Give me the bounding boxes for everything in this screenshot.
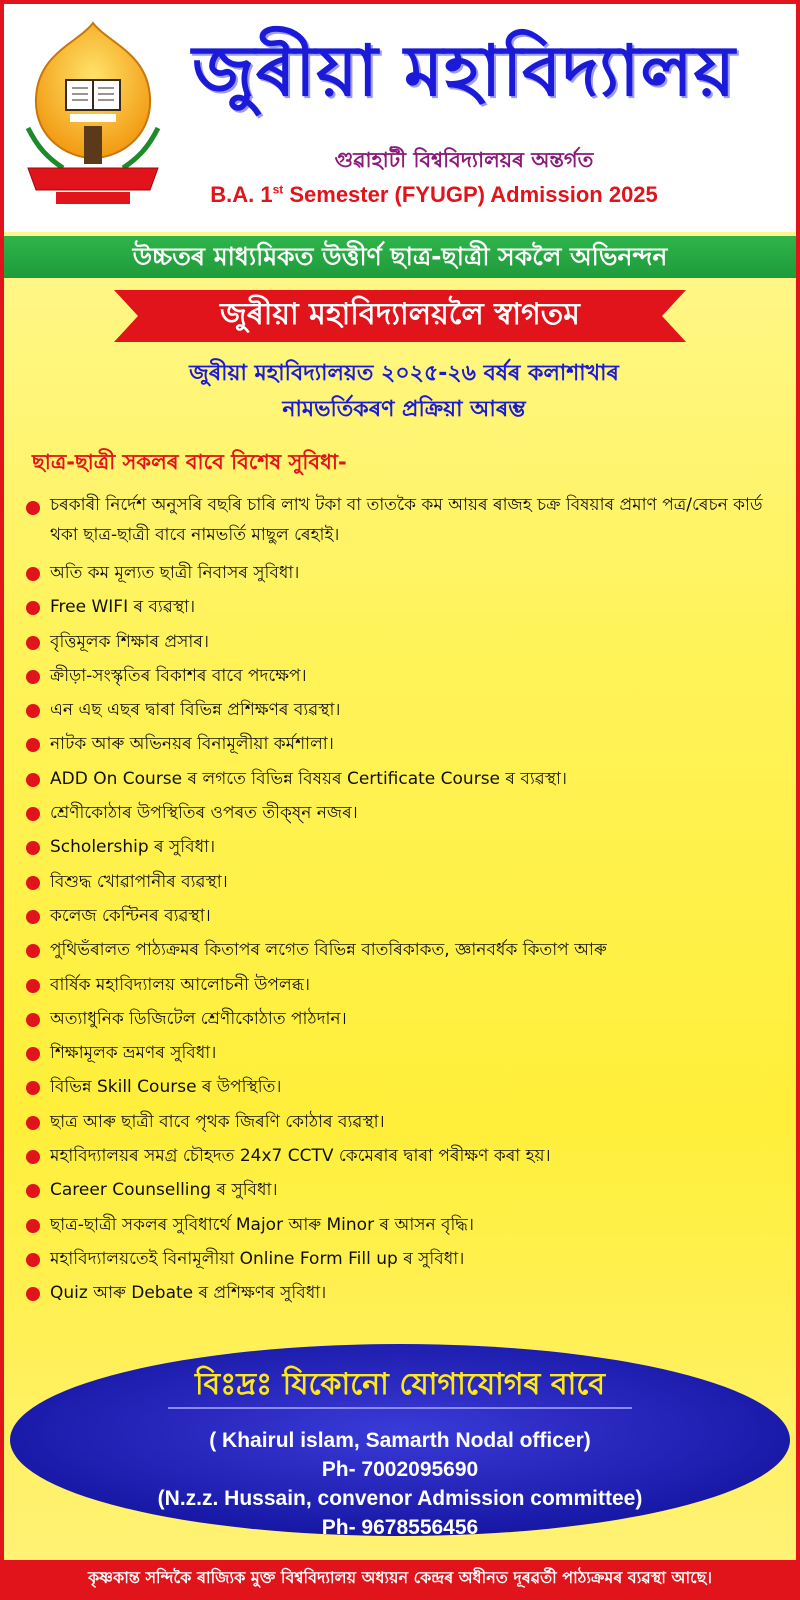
admission-prefix: B.A. 1 xyxy=(210,182,273,207)
contact-phone-2[interactable]: Ph- 9678556456 xyxy=(321,1516,479,1539)
book-emblem-icon xyxy=(18,18,168,208)
bullet-icon xyxy=(26,670,40,684)
bullet-icon xyxy=(26,807,40,821)
bullet-icon xyxy=(26,567,40,581)
list-item-text: মহাবিদ্যালয়ৰ সমগ্ৰ চৌহদত 24x7 CCTV কেমেৰাৰ দ্বাৰা পৰীক্ষণ কৰা হয়। xyxy=(50,1146,551,1167)
list-item-text: অত্যাধুনিক ডিজিটেল শ্ৰেণীকোঠাত পাঠদান। xyxy=(50,1008,347,1029)
bullet-icon xyxy=(26,1116,40,1130)
bullet-icon xyxy=(26,1150,40,1164)
list-item xyxy=(26,1002,786,1036)
list-item xyxy=(26,1036,786,1070)
list-item-text: বিভিন্ন Skill Course ৰ উপস্থিতি। xyxy=(50,1077,282,1098)
bullet-icon xyxy=(26,773,40,787)
list-item-text: কলেজ কেন্টিনৰ ব্যৱস্থা। xyxy=(50,905,211,926)
list-item xyxy=(26,968,786,1002)
contact-person-1: ( Khairul islam, Samarth Nodal officer) xyxy=(209,1429,591,1452)
contact-person-2: (N.z.z. Hussain, convenor Admission committee) xyxy=(157,1487,643,1510)
footer-note: কৃষ্ণকান্ত সন্দিকৈ ৰাজ্যিক মুক্ত বিশ্ববিদ্যালয় অধ্যয়ন কেন্দ্ৰৰ অধীনত দূৰৱৰ্তী পাঠ্যক্ৰমৰ ব্যৱস্থা আছে। xyxy=(4,1560,796,1596)
bullet-icon xyxy=(26,601,40,615)
list-item-text: Quiz আৰু Debate ৰ প্ৰশিক্ষণৰ সুবিধা। xyxy=(50,1283,327,1304)
bullet-icon xyxy=(26,1081,40,1095)
bullet-icon xyxy=(26,1184,40,1198)
bullet-icon xyxy=(26,944,40,958)
list-item-text: মহাবিদ্যালয়তেই বিনামূলীয়া Online Form Fill up ৰ সুবিধা। xyxy=(50,1248,465,1269)
contact-details xyxy=(8,1426,792,1542)
list-item-text: বিশুদ্ধ খোৱাপানীৰ ব্যৱস্থা। xyxy=(50,871,228,892)
list-item-text: শ্ৰেণীকোঠাৰ উপস্থিতিৰ ওপৰত তীক্ষ্ন নজৰ। xyxy=(50,803,358,824)
announcement xyxy=(64,356,744,428)
list-item-text: বৃত্তিমূলক শিক্ষাৰ প্ৰসাৰ। xyxy=(50,631,209,652)
list-item-text: এন এছ এছৰ দ্বাৰা বিভিন্ন প্ৰশিক্ষণৰ ব্যৱস্থা। xyxy=(50,700,341,721)
bullet-icon xyxy=(26,1047,40,1061)
list-item-text: নাটক আৰু অভিনয়ৰ বিনামূলীয়া কৰ্মশালা। xyxy=(50,734,334,755)
list-item xyxy=(26,625,786,659)
welcome-text: জুৰীয়া মহাবিদ্যালয়লৈ স্বাগতম xyxy=(220,297,580,332)
list-item xyxy=(26,762,786,796)
list-item-text: Free WIFI ৰ ব্যৱস্থা। xyxy=(50,597,196,618)
admission-ordinal: st xyxy=(272,182,284,197)
list-item xyxy=(26,727,786,761)
admission-suffix: Semester (FYUGP) Admission 2025 xyxy=(283,182,658,207)
bullet-icon xyxy=(26,1253,40,1267)
bullet-icon xyxy=(26,979,40,993)
list-item xyxy=(26,1139,786,1173)
congrats-band: উচ্চতৰ মাধ্যমিকত উত্তীৰ্ণ ছাত্ৰ-ছাত্ৰী সকলৈ অভিনন্দন xyxy=(4,236,796,278)
list-item-text: পুথিভঁৰালত পাঠ্যক্ৰমৰ কিতাপৰ লগেত বিভিন্ন বাতৰিকাকত, জ্ঞানবৰ্ধক কিতাপ আৰু xyxy=(50,940,607,961)
list-item xyxy=(26,590,786,624)
announcement-line-2: নামভৰ্তিকৰণ প্ৰক্ৰিয়া আৰম্ভ xyxy=(282,397,526,422)
list-item xyxy=(26,933,786,967)
features-heading: ছাত্ৰ-ছাত্ৰী সকলৰ বাবে বিশেষ সুবিধা- xyxy=(32,450,347,474)
contact-phone-1[interactable]: Ph- 7002095690 xyxy=(321,1458,479,1481)
list-item-text: চৰকাৰী নিৰ্দেশ অনুসৰি বছৰি চাৰি লাখ টকা বা তাতকৈ কম আয়ৰ ৰাজহ চক্ৰ বিষয়াৰ প্ৰমাণ পত্ৰ/ৰেচন কাৰ্ড থকা ছাত্ৰ-ছাত্ৰী বাবে নামভৰ্তি মাছুল ৰেহাই। xyxy=(50,495,763,545)
college-title: জুৰীয়া মহাবিদ্যালয় xyxy=(192,30,736,112)
list-item xyxy=(26,830,786,864)
list-item xyxy=(26,796,786,830)
bullet-icon xyxy=(26,636,40,650)
bullet-icon xyxy=(26,704,40,718)
list-item-text: Scholership ৰ সুবিধা। xyxy=(50,837,216,858)
list-item-text: ছাত্ৰ-ছাত্ৰী সকলৰ সুবিধাৰ্থে Major আৰু Minor ৰ আসন বৃদ্ধি। xyxy=(50,1214,474,1235)
list-item xyxy=(26,693,786,727)
header xyxy=(4,4,796,232)
list-item-text: শিক্ষামূলক ভ্ৰমণৰ সুবিধা। xyxy=(50,1043,217,1064)
list-item xyxy=(26,490,786,556)
college-logo xyxy=(18,18,168,208)
contact-ellipse xyxy=(8,1342,792,1538)
bullet-icon xyxy=(26,1287,40,1301)
features-list xyxy=(26,490,786,1311)
list-item-text: ADD On Course ৰ লগতে বিভিন্ন বিষয়ৰ Certificate Course ৰ ব্যৱস্থা। xyxy=(50,768,567,789)
list-item-text: অতি কম মূল্যত ছাত্ৰী নিবাসৰ সুবিধা। xyxy=(50,563,300,583)
list-item xyxy=(26,1173,786,1207)
list-item xyxy=(26,1070,786,1104)
welcome-ribbon xyxy=(114,286,686,346)
list-item xyxy=(26,899,786,933)
list-item xyxy=(26,659,786,693)
list-item xyxy=(26,1105,786,1139)
list-item-text: বাৰ্ষিক মহাবিদ্যালয় আলোচনী উপলব্ধ। xyxy=(50,974,311,995)
announcement-line-1: জুৰীয়া মহাবিদ্যালয়ত ২০২৫-২৬ বৰ্ষৰ কলাশাখাৰ xyxy=(189,361,619,386)
contact-heading: বিঃদ্ৰঃ যিকোনো যোগাযোগৰ বাবে xyxy=(194,1367,606,1402)
list-item xyxy=(26,1208,786,1242)
list-item xyxy=(26,556,786,590)
list-item-text: ক্ৰীড়া-সংস্কৃতিৰ বিকাশৰ বাবে পদক্ষেপ। xyxy=(50,665,307,686)
bullet-icon xyxy=(26,501,40,515)
list-item-text: Career Counselling ৰ সুবিধা। xyxy=(50,1180,278,1201)
affiliation-text: গুৱাহাটী বিশ্ববিদ্যালয়ৰ অন্তৰ্গত xyxy=(334,148,594,172)
bullet-icon xyxy=(26,841,40,855)
admission-title xyxy=(184,182,684,208)
list-item xyxy=(26,1276,786,1310)
bullet-icon xyxy=(26,910,40,924)
list-item xyxy=(26,865,786,899)
list-item xyxy=(26,1242,786,1276)
bullet-icon xyxy=(26,738,40,752)
bullet-icon xyxy=(26,1013,40,1027)
list-item-text: ছাত্ৰ আৰু ছাত্ৰী বাবে পৃথক জিৰণি কোঠাৰ ব্যৱস্থা। xyxy=(50,1111,385,1132)
bullet-icon xyxy=(26,1219,40,1233)
bullet-icon xyxy=(26,876,40,890)
